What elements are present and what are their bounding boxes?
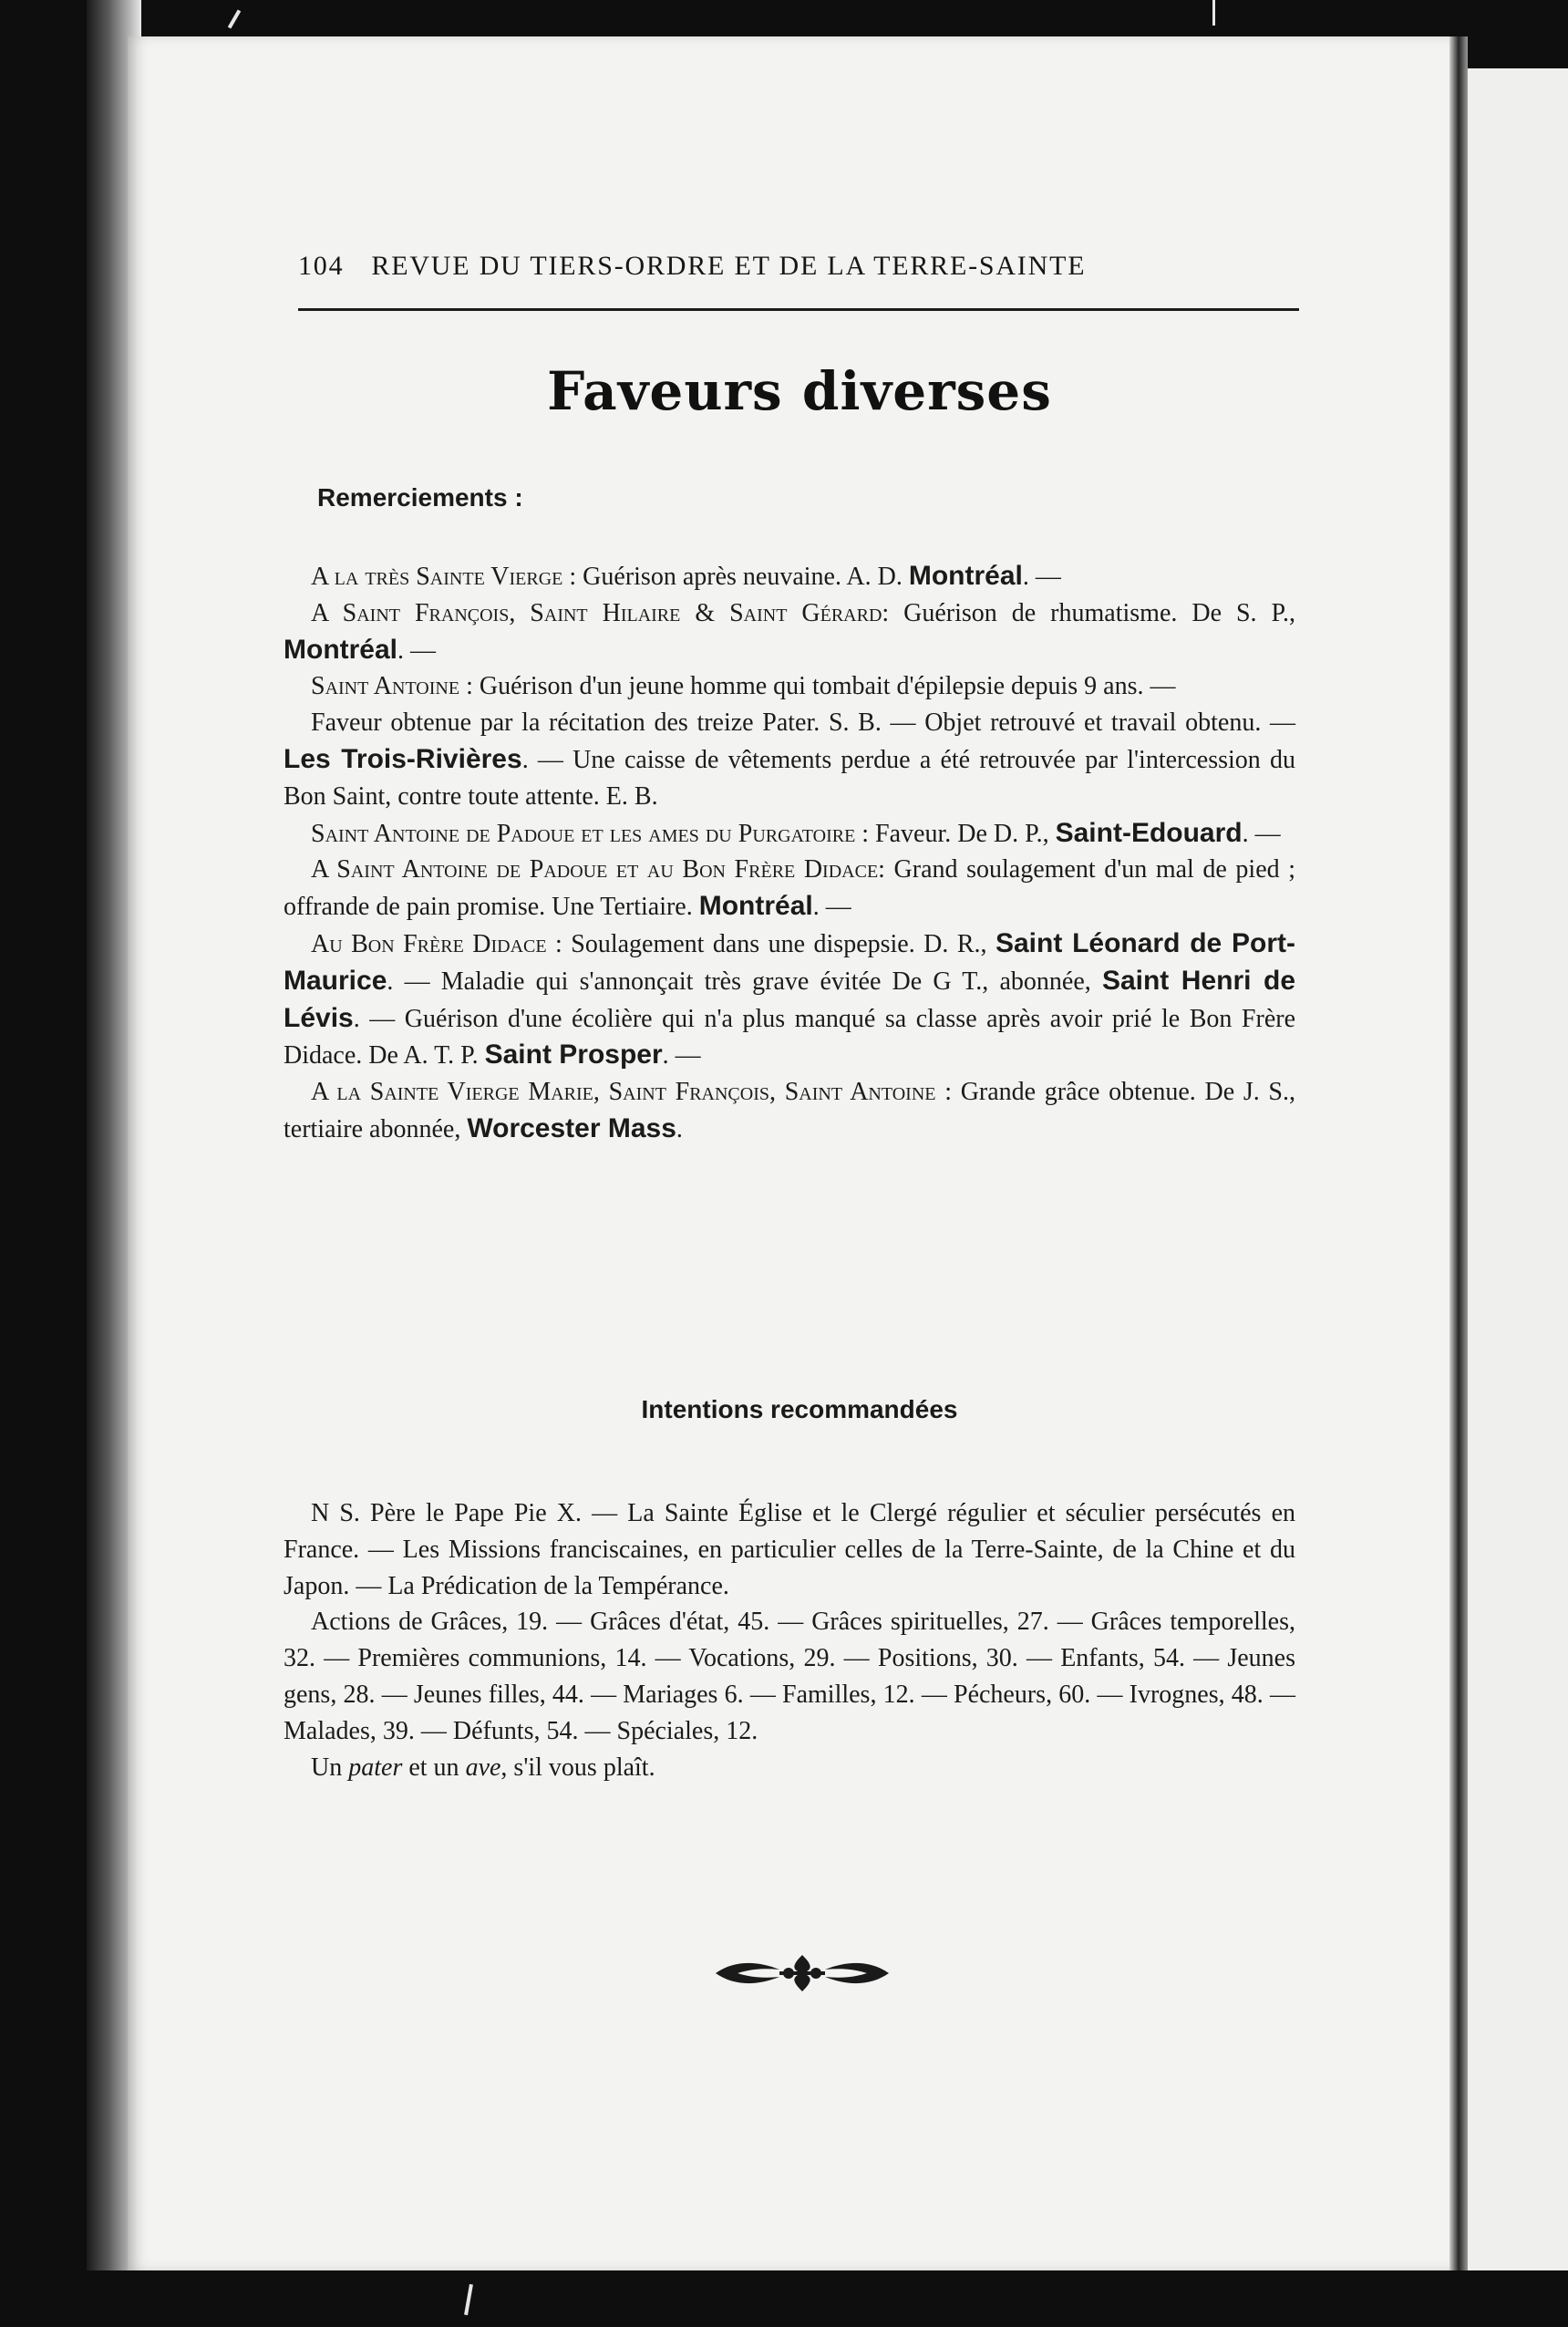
- paragraph: Faveur obtenue par la récitation des treize Pater. S. B. — Objet retrouvé et travail obtenu. — Les Trois-Rivières. — Une caisse de vêtements perdue a été retrouvée par l'intercession du Bon Saint, contre toute attente. E. B.: [284, 708, 1296, 811]
- page-title: Faveurs diverses: [547, 360, 1052, 422]
- section-heading-intentions: Intentions recommandées: [641, 1395, 958, 1423]
- header-rule: [298, 308, 1299, 311]
- page-number: 104: [298, 251, 345, 281]
- running-title: REVUE DU TIERS-ORDRE ET DE LA TERRE-SAINTE: [371, 251, 1087, 281]
- intentions-body: [284, 1495, 1295, 1785]
- paragraph: A la Sainte Vierge Marie, Saint François, Saint Antoine : Grande grâce obtenue. De J. S., tertiaire abonnée, Worcester Mass.: [284, 1078, 1296, 1143]
- paragraph: Saint Antoine de Padoue et les ames du Purgatoire : Faveur. De D. P., Saint-Edouard. —: [311, 817, 1281, 848]
- paragraph: Actions de Grâces, 19. — Grâces d'état, 45. — Grâces spirituelles, 27. — Grâces temporelles, 32. — Premières communions, 14. — Vocations, 29. — Positions, 30. — Enfants, 54. — Jeunes gens, 28. — Jeunes filles, 44. — Mariages 6. — Familles, 12. — Pécheurs, 60. — Ivrognes, 48. — Malades, 39. — Défunts, 54. — Spéciales, 12.: [284, 1608, 1295, 1745]
- paragraph: A Saint Antoine de Padoue et au Bon Frère Didace: Grand soulagement d'un mal de pied ; offrande de pain promise. Une Tertiaire. Montréal. —: [284, 855, 1295, 922]
- paragraph: A Saint François, Saint Hilaire & Saint Gérard: Guérison de rhumatisme. De S. P., Montréal. —: [284, 598, 1295, 665]
- scan-border-bottom: [0, 2270, 1568, 2327]
- paragraph: Un pater et un ave, s'il vous plaît.: [311, 1753, 655, 1782]
- paragraph: Saint Antoine : Guérison d'un jeune homme qui tombait d'épilepsie depuis 9 ans. —: [311, 672, 1176, 701]
- facing-page-edge: [1468, 68, 1568, 2275]
- remerciements-body: [284, 558, 1295, 1148]
- scan-mark: [228, 9, 241, 28]
- fleuron-ornament-icon: [707, 1951, 898, 1995]
- running-header: [298, 251, 1301, 282]
- paragraph: Au Bon Frère Didace : Soulagement dans une dispepsie. D. R., Saint Léonard de Port-Maurice. — Maladie qui s'annonçait très grave évitée De G T., abonnée, Saint Henri de Lévis. — Guérison d'une écolière qui n'a plus manqué sa classe après avoir prié le Bon Frère Didace. De A. T. P. Saint Prosper. —: [284, 927, 1295, 1070]
- section-heading-remerciements: Remerciements :: [317, 483, 523, 512]
- paragraph: N S. Père le Pape Pie X. — La Sainte Église et le Clergé régulier et séculier persécutés en France. — Les Missions franciscaines, en particulier celles de la Terre-Sainte, de la Chine et du Japon. — La Prédication de la Tempérance.: [284, 1499, 1295, 1600]
- page-gutter: [1449, 36, 1468, 2270]
- scan-mark: [1212, 0, 1215, 26]
- paragraph: A la très Sainte Vierge : Guérison après neuvaine. A. D. Montréal. —: [311, 561, 1061, 591]
